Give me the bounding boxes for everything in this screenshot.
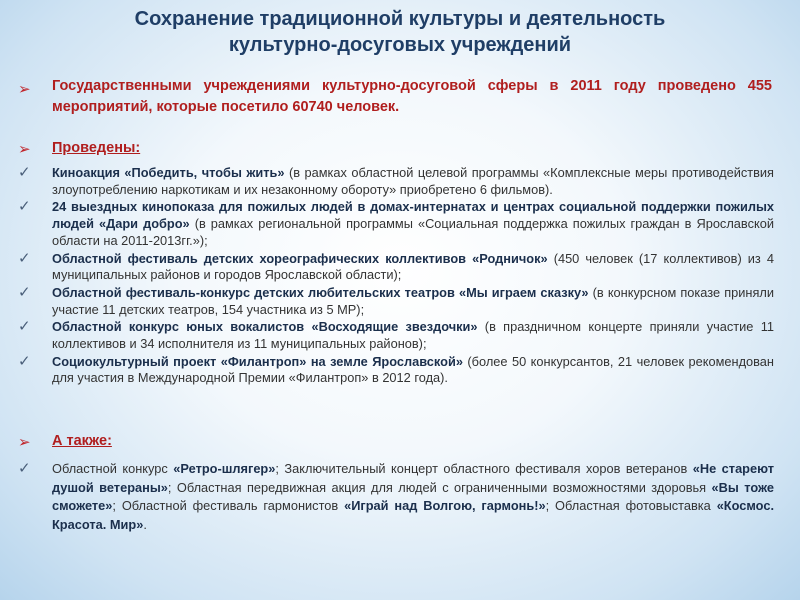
- event-text: ; Областная фотовыставка: [545, 498, 717, 513]
- proveden-list: [18, 164, 774, 388]
- checkmark-icon: ✓: [18, 460, 31, 477]
- event-text: Областной конкурс: [52, 461, 174, 476]
- list-item: [18, 460, 774, 534]
- item-title: 24 выездных кинопоказа для пожилых людей в домах-интернатах и центрах социальной поддержки пожилых людей «Дари добро»: [52, 199, 774, 232]
- event-name: «Не стареют душой ветераны»: [52, 461, 774, 495]
- slide-title-line-1: Сохранение традиционной культуры и деятельность: [134, 8, 666, 30]
- arrow-bullet-icon: ➢: [18, 434, 31, 451]
- list-item: [18, 249, 774, 284]
- arrow-bullet-icon: ➢: [18, 81, 31, 98]
- slide-title-line-2: культурно-досуговых учреждений: [228, 34, 572, 56]
- event-text: ; Областной фестиваль гармонистов: [112, 498, 345, 513]
- checkmark-icon: ✓: [18, 352, 31, 370]
- event-name: «Играй над Волгою, гармонь!»: [344, 498, 546, 513]
- item-description: (в рамках региональной программы «Социальная поддержка пожилых граждан в Ярославской области на 2011-2013гг.»);: [52, 216, 774, 248]
- event-text: .: [143, 516, 147, 532]
- takzhe-text: [52, 461, 774, 532]
- item-description: (в праздничном концерте приняли участие 11 коллективов и 34 исполнителя из 11 муниципальных районов);: [52, 319, 774, 352]
- checkmark-icon: ✓: [18, 198, 31, 216]
- list-item: [18, 164, 774, 198]
- event-text: ; Областная передвижная акция для людей с ограниченными возможностями здоровья: [167, 479, 712, 495]
- item-title: Областной фестиваль детских хореографических коллективов «Родничок»: [52, 250, 548, 266]
- list-item: [18, 198, 774, 249]
- section-proveden-label: Проведены:: [52, 140, 141, 156]
- list-item: [18, 283, 774, 318]
- intro-paragraph: Государственными учреждениями культурно-досуговой сферы в 2011 году проведено 455 мероприятий, которые посетило 60740 человек.: [52, 78, 772, 115]
- item-description: (450 человек (17 коллективов) из 4 муниципальных районов и городов Ярославской области);: [52, 250, 774, 283]
- item-title: Киноакция «Победить, чтобы жить»: [52, 165, 285, 180]
- section-takzhe-label: А также:: [52, 433, 112, 449]
- event-name: «Вы тоже сможете»: [52, 479, 774, 513]
- list-item: [18, 352, 774, 387]
- event-name: «Ретро-шлягер»: [173, 461, 276, 476]
- list-item: [18, 318, 774, 352]
- slide-title: [0, 6, 800, 58]
- takzhe-list: [18, 460, 774, 535]
- item-title: Областной конкурс юных вокалистов «Восходящие звездочки»: [52, 319, 478, 335]
- item-title: Социокультурный проект «Филантроп» на земле Ярославской»: [52, 353, 463, 369]
- item-description: (более 50 конкурсантов, 21 человек рекомендован для участия в Международной Премии «Филантроп» в 2012 года).: [52, 353, 774, 386]
- item-description: (в конкурсном показе приняли участие 11 детских театров, 154 участника из 5 МР);: [52, 284, 774, 317]
- checkmark-icon: ✓: [18, 318, 31, 336]
- item-title: Областной фестиваль-конкурс детских любительских театров «Мы играем сказку»: [52, 284, 589, 300]
- checkmark-icon: ✓: [18, 249, 31, 267]
- arrow-bullet-icon: ➢: [18, 141, 31, 158]
- event-name: «Космос. Красота. Мир»: [52, 498, 774, 532]
- checkmark-icon: ✓: [18, 164, 31, 181]
- item-description: (в рамках областной целевой программы «Комплексные меры противодействия злоупотреблению наркотикам и их незаконному обороту» приобретено 6 фильмов).: [52, 165, 774, 197]
- checkmark-icon: ✓: [18, 283, 31, 301]
- event-text: ; Заключительный концерт областного фестиваля хоров ветеранов: [275, 461, 693, 476]
